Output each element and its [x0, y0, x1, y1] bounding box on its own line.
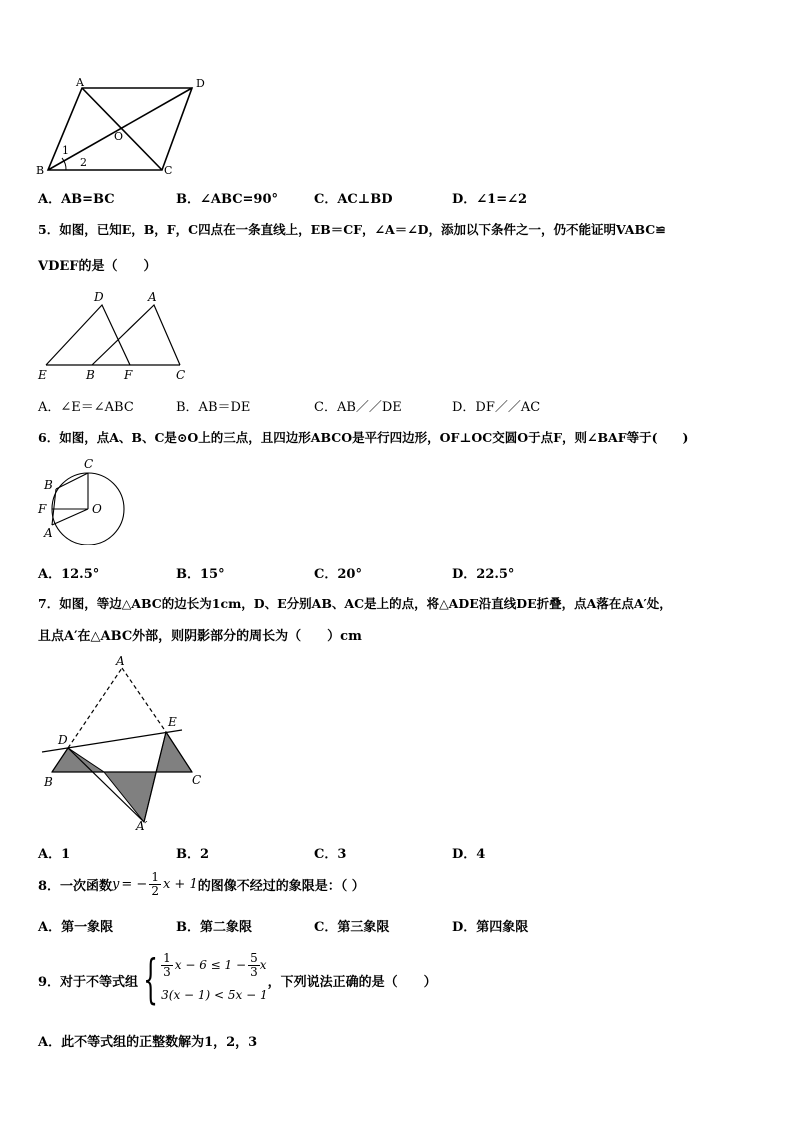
q7-dashed-ad [68, 668, 122, 748]
q8-fraction [149, 871, 161, 898]
q8-suffix: 的图像不经过的象限是：（ ） [197, 879, 365, 894]
q7-option-a[interactable]: A．1 [38, 847, 71, 862]
q6-label-a: A [44, 526, 53, 540]
q9-brace-icon: { [143, 950, 159, 1010]
q8-var-y: y [112, 877, 120, 892]
q5-triangle-def [46, 305, 130, 365]
q6-label-b: B [44, 478, 53, 492]
q7-option-b[interactable]: B．2 [176, 847, 210, 862]
q4-option-c[interactable]: C．AC⊥BD [314, 192, 393, 207]
q9-row2-text: 3(x − 1) < 5x − 1 [161, 988, 268, 1002]
q8-frac-num: 1 [151, 870, 159, 884]
q5-figure [30, 285, 200, 385]
q4-label-o: O [114, 130, 124, 143]
q7-figure [30, 652, 210, 834]
q7-dashed-ae [122, 668, 166, 732]
q4-label-1: 1 [62, 144, 69, 157]
q6-option-c[interactable]: C．20° [314, 567, 362, 582]
q6-option-a[interactable]: A．12.5° [38, 567, 100, 582]
q5-stem-line1: 5．如图，已知E，B，F，C四点在一条直线上，EB＝CF，∠A＝∠D，添加以下条件之一，仍不能证明VABC≌ [38, 222, 666, 237]
q9-option-a[interactable]: A．此不等式组的正整数解为1，2，3 [38, 1035, 258, 1050]
q6-option-b[interactable]: B．15° [176, 567, 225, 582]
q8-tail: x + 1 [162, 877, 198, 892]
q4-option-b[interactable]: B．∠ABC=90° [176, 192, 279, 207]
q4-label-b: B [36, 164, 45, 177]
q7-label-e: E [168, 715, 177, 729]
q5-stem-line2: VDEF的是（ ） [38, 259, 157, 274]
q4-label-2: 2 [80, 156, 87, 169]
q4-option-a[interactable]: A．AB=BC [38, 192, 115, 207]
q4-diagonal-ac [82, 88, 162, 170]
q5-triangle-abc [92, 305, 180, 365]
q6-figure [32, 455, 132, 545]
q9-row1-frac-a [161, 952, 173, 979]
q4-diagonal-bd [48, 88, 192, 170]
q5-label-e: E [38, 368, 47, 382]
q9-row1-a-den: 3 [163, 964, 171, 979]
q5-label-d: D [94, 290, 104, 304]
q9-row-2 [161, 980, 268, 1010]
q4-label-c: C [164, 164, 173, 177]
q9-suffix: ，下列说法正确的是（ ） [267, 974, 437, 990]
q9-row1-mid: x − 6 ≤ 1 − [174, 958, 247, 972]
q5-label-b: B [86, 368, 95, 382]
q8-option-b[interactable]: B．第二象限 [176, 920, 252, 935]
q7-label-a: A [116, 654, 125, 668]
q8-option-a[interactable]: A．第一象限 [38, 920, 114, 935]
q6-label-c: C [84, 457, 94, 471]
q7-shade-bottom [104, 772, 156, 822]
q7-option-d[interactable]: D．4 [452, 847, 486, 862]
q7-label-a-prime: A′ [136, 819, 148, 833]
q9-prefix: 9．对于不等式组 [38, 974, 139, 990]
q9-row1-b-num: 5 [250, 950, 258, 965]
q6-label-o: O [92, 502, 102, 516]
q8-frac-den: 2 [151, 884, 159, 898]
q5-label-f: F [124, 368, 133, 382]
q8-option-c[interactable]: C．第三象限 [314, 920, 390, 935]
q6-segment-cb [56, 473, 88, 489]
q7-option-c[interactable]: C．3 [314, 847, 347, 862]
q9-stem [38, 948, 437, 1012]
q8-option-d[interactable]: D．第四象限 [452, 920, 529, 935]
q6-option-d[interactable]: D．22.5° [452, 567, 515, 582]
q8-equals: = − [121, 877, 148, 892]
q7-stem-line1: 7．如图，等边△ABC的边长为1cm，D、E分别AB、AC是上的点，将△ADE沿直线DE折叠，点A落在点A′处， [38, 596, 672, 611]
q7-label-d: D [58, 733, 68, 747]
q9-row1-tail: x [259, 958, 267, 972]
q9-system [161, 950, 268, 1010]
q7-label-c: C [192, 773, 202, 787]
q8-prefix: 8．一次函数 [38, 879, 113, 894]
q9-row1-b-den: 3 [250, 964, 258, 979]
q7-label-b: B [44, 775, 53, 789]
q5-label-a: A [148, 290, 157, 304]
q5-label-c: C [176, 368, 186, 382]
q8-stem [38, 871, 365, 898]
q9-row1-frac-b [248, 952, 260, 979]
q5-option-c[interactable]: C．AB／／DE [314, 400, 402, 415]
q4-figure [30, 74, 220, 184]
q5-option-d[interactable]: D．DF／／AC [452, 400, 541, 415]
q5-option-b[interactable]: B．AB＝DE [176, 400, 251, 415]
q6-stem: 6．如图，点A、B、C是⊙O上的三点，且四边形ABCO是平行四边形，OF⊥OC交圆O于点F，则∠BAF等于( ) [38, 430, 689, 445]
q4-label-a: A [76, 76, 84, 89]
q4-option-d[interactable]: D．∠1=∠2 [452, 192, 528, 207]
q6-segment-ao [52, 509, 88, 525]
q5-option-a[interactable]: A．∠E＝∠ABC [38, 400, 134, 415]
q7-stem-line2: 且点A′在△ABC外部，则阴影部分的周长为（ ）cm [38, 629, 362, 644]
q6-label-f: F [38, 502, 47, 516]
q9-row-1 [161, 950, 268, 980]
q4-label-d: D [196, 77, 205, 90]
q9-row1-a-num: 1 [163, 950, 171, 965]
